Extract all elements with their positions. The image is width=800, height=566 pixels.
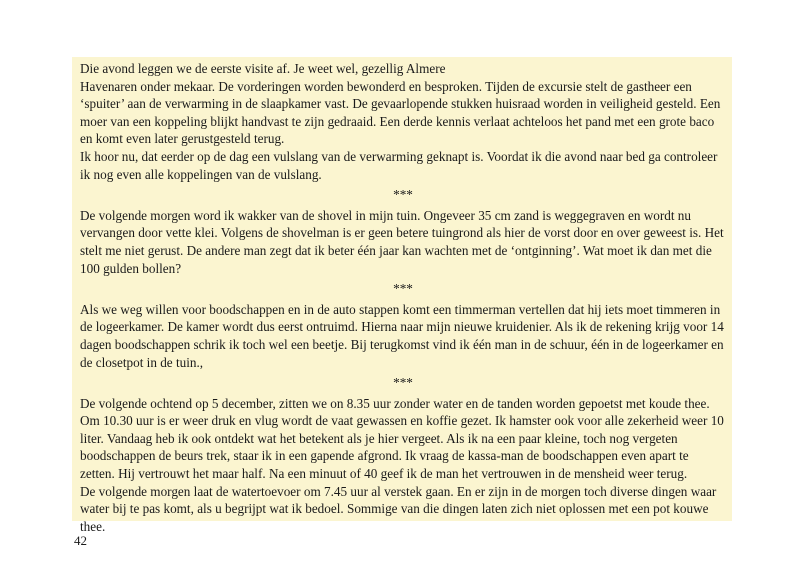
paragraph: Als we weg willen voor boodschappen en in de auto stappen komt een timmerman vertellen dat hij iets moet timmeren in de logeerkamer. De kamer wordt dus eerst ontruimd. Hierna naar mijn nieuwe kruidenier. Als ik de rekening krijg voor 14 dagen boodschappen schrik ik toch wel een beetje. Bij terugkomst vind ik één man in de schuur, één in de logeerkamer en de closetpot in de tuin., [80,301,724,370]
page-number: 42 [74,533,87,548]
paragraph: De volgende ochtend op 5 december, zitten we on 8.35 uur zonder water en de tanden worden gepoetst met koude thee. Om 10.30 uur is er weer druk en vlug wordt de vaat gewassen en koffie gezet. Ik hamster ook voor alle zekerheid weer 10 liter. Vandaag heb ik ook ontdekt wat het betekent als je hier vergeet. Als ik na een paar kleine, toch nog vergeten boodschappen de beurs trek, staar ik in een gapende afgrond. Ik vraag de kassa-man de boodschappen even apart te zetten. Hij vertrouwt het maar half. Na een minuut of 40 geef ik de man het vertrouwen in de mensheid weer terug. De volgende morgen laat de watertoevoer om 7.45 uur al verstek gaan. En er zijn in de morgen toch diverse dingen waar water bij te pas komt, als u begrijpt wat ik bedoel. Sommige van die dingen laten zich niet oplossen met een pot kouwe thee. [80,395,724,534]
text-block [72,57,732,534]
section-separator: *** [393,375,413,391]
section-separator: *** [393,281,413,297]
paragraph: De volgende morgen word ik wakker van de shovel in mijn tuin. Ongeveer 35 cm zand is weggegraven en wordt nu vervangen door vette klei. Volgens de shovelman is er geen betere tuingrond als hier de vorst door en over geweest is. Het stelt me niet gerust. De andere man zegt dat ik beter één jaar kan wachten met de ‘ontginning’. Wat moet ik dan met die 100 gulden bollen? [80,207,724,276]
section-separator: *** [393,187,413,203]
paragraph: Die avond leggen we de eerste visite af. Je weet wel, gezellig Almere Havenaren onder mekaar. De vorderingen worden bewonderd en besproken. Tijden de excursie stelt de gastheer een ‘spuiter’ aan de verwarming in de slaapkamer vast. De gevaarlopende stukken huisraad worden in veiligheid gesteld. Een moer van een koppeling blijkt handvast te zijn gedraaid. Een derde kennis verlaat achteloos het pand met een grote baco en komt even later gerustgesteld terug. Ik hoor nu, dat eerder op de dag een vulslang van de verwarming geknapt is. Voordat ik die avond naar bed ga controleer ik nog even alle koppelingen van de vulslang. [80,61,721,182]
